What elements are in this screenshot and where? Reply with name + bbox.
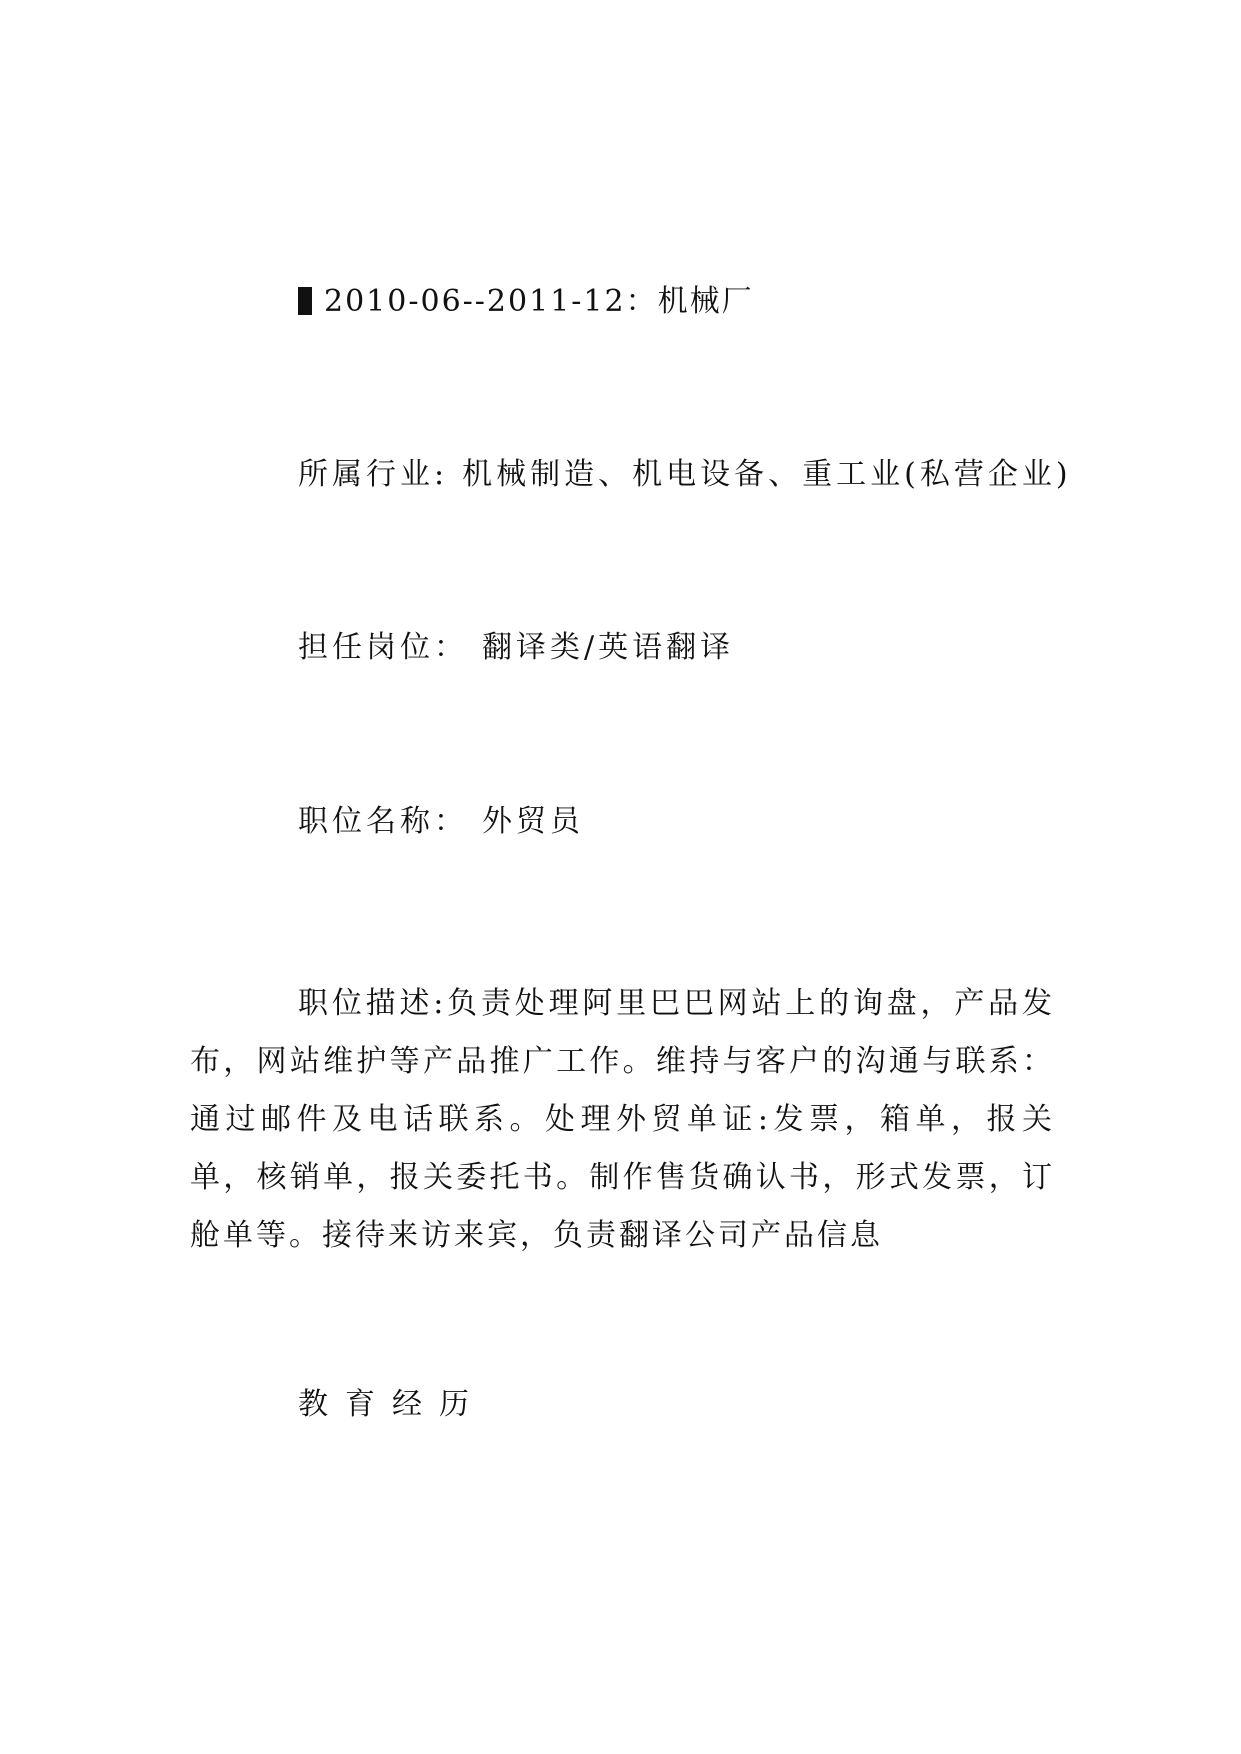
education-heading: 教育经历 [298, 1387, 486, 1422]
job-title-value: 外贸员 [482, 804, 584, 839]
industry-value: 机械制造、机电设备、重工业(私营企业) [462, 457, 1072, 492]
experience-period [298, 282, 754, 322]
square-bullet-icon [298, 287, 312, 315]
job-description: 职位描述:负责处理阿里巴巴网站上的询盘，产品发布，网站维护等产品推广工作。维持与客户的沟通与联系：通过邮件及电话联系。处理外贸单证:发票，箱单，报关单，核销单，报关委托书。制作售货确认书，形式发票，订舱单等。接待来访来宾，负责翻译公司产品信息 [190, 986, 1055, 1253]
industry-label: 所属行业: [298, 457, 449, 492]
experience-period-text: 2010-06--2011-12：机械厂 [324, 284, 754, 319]
industry-row [298, 455, 1072, 495]
post-label: 担任岗位： [298, 630, 468, 665]
job-title-label: 职位名称： [298, 804, 468, 839]
post-value: 翻译类/英语翻译 [482, 630, 735, 665]
post-row [298, 628, 734, 668]
job-title-row [298, 802, 584, 842]
